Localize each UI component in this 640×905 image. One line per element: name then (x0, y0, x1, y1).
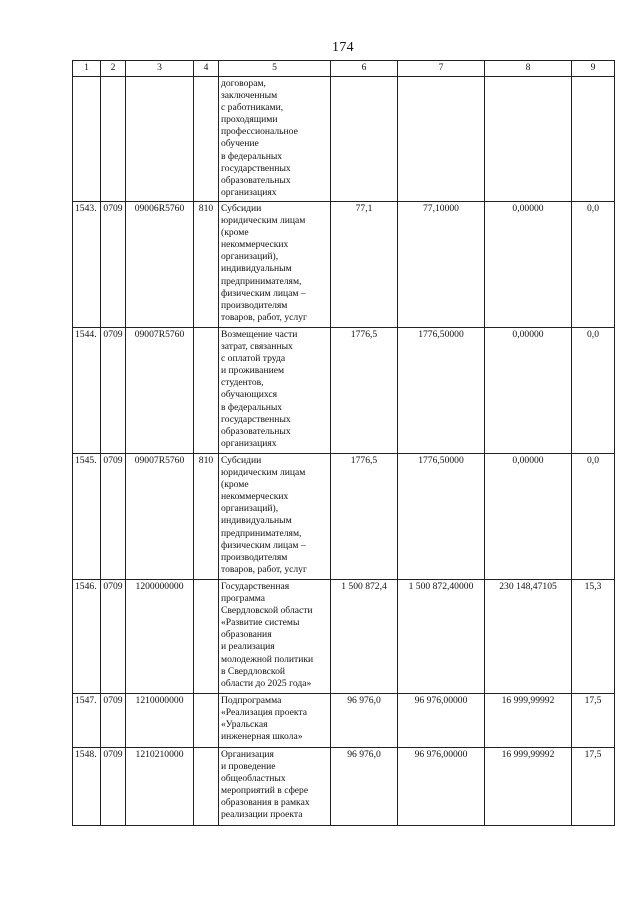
budget-table (72, 60, 615, 826)
target-article-code: 1200000000 (126, 580, 194, 694)
approved-amount: 96 976,00000 (398, 748, 485, 826)
section-code: 0709 (101, 748, 126, 826)
executed-amount: 16 999,99992 (485, 694, 572, 748)
executed-amount: 16 999,99992 (485, 748, 572, 826)
execution-percent: 0,0 (572, 454, 615, 580)
column-header-1: 1 (73, 61, 101, 77)
expense-type-code: 810 (194, 454, 219, 580)
expense-type-code (194, 328, 219, 454)
item-name: Субсидии юридическим лицам (кроме некоммерческих организаций), индивидуальным предпринимателям, физическим лицам – производителям товаров, работ, услуг (219, 454, 331, 580)
approved-amount: 96 976,00000 (398, 694, 485, 748)
section-code: 0709 (101, 202, 126, 328)
header-row (73, 61, 615, 77)
planned-amount: 96 976,0 (331, 694, 398, 748)
item-name: Возмещение части затрат, связанных с оплатой труда и проживанием студентов, обучающихся в федеральных государственных образовательных организациях (219, 328, 331, 454)
target-article-code (126, 77, 194, 202)
approved-amount: 1776,50000 (398, 454, 485, 580)
column-header-7: 7 (398, 61, 485, 77)
planned-amount: 1 500 872,4 (331, 580, 398, 694)
item-name: Организация и проведение общеобластных мероприятий в сфере образования в рамках реализации проекта (219, 748, 331, 826)
executed-amount (485, 77, 572, 202)
executed-amount: 230 148,47105 (485, 580, 572, 694)
column-header-5: 5 (219, 61, 331, 77)
planned-amount: 77,1 (331, 202, 398, 328)
approved-amount: 1 500 872,40000 (398, 580, 485, 694)
approved-amount: 1776,50000 (398, 328, 485, 454)
row-number: 1546. (73, 580, 101, 694)
section-code: 0709 (101, 694, 126, 748)
target-article-code: 1210000000 (126, 694, 194, 748)
expense-type-code (194, 694, 219, 748)
item-name: Субсидии юридическим лицам (кроме некоммерческих организаций), индивидуальным предпринимателям, физическим лицам – производителям товаров, работ, услуг (219, 202, 331, 328)
expense-type-code (194, 580, 219, 694)
table-row-1544 (73, 328, 615, 454)
column-header-2: 2 (101, 61, 126, 77)
expense-type-code (194, 77, 219, 202)
section-code: 0709 (101, 580, 126, 694)
table-row-1547 (73, 694, 615, 748)
row-number: 1548. (73, 748, 101, 826)
column-header-8: 8 (485, 61, 572, 77)
table-row-1545 (73, 454, 615, 580)
item-name: Государственная программа Свердловской области «Развитие системы образования и реализация молодежной политики в Свердловской области до 2025 года» (219, 580, 331, 694)
planned-amount: 96 976,0 (331, 748, 398, 826)
column-header-6: 6 (331, 61, 398, 77)
section-code (101, 77, 126, 202)
target-article-code: 1210210000 (126, 748, 194, 826)
row-number: 1544. (73, 328, 101, 454)
section-code: 0709 (101, 328, 126, 454)
item-name: Подпрограмма «Реализация проекта «Уральская инженерная школа» (219, 694, 331, 748)
planned-amount: 1776,5 (331, 454, 398, 580)
approved-amount: 77,10000 (398, 202, 485, 328)
column-header-4: 4 (194, 61, 219, 77)
item-name: договорам, заключенным с работниками, проходящими профессиональное обучение в федеральных государственных образовательных организациях (219, 77, 331, 202)
execution-percent: 0,0 (572, 328, 615, 454)
table-row-1546 (73, 580, 615, 694)
table-row-1543 (73, 202, 615, 328)
execution-percent: 15,3 (572, 580, 615, 694)
expense-type-code: 810 (194, 202, 219, 328)
row-number (73, 77, 101, 202)
execution-percent: 0,0 (572, 202, 615, 328)
planned-amount (331, 77, 398, 202)
table-row-continuation (73, 77, 615, 202)
table-row-1548 (73, 748, 615, 826)
row-number: 1547. (73, 694, 101, 748)
planned-amount: 1776,5 (331, 328, 398, 454)
executed-amount: 0,00000 (485, 328, 572, 454)
target-article-code: 09007R5760 (126, 454, 194, 580)
expense-type-code (194, 748, 219, 826)
section-code: 0709 (101, 454, 126, 580)
executed-amount: 0,00000 (485, 454, 572, 580)
row-number: 1545. (73, 454, 101, 580)
column-header-3: 3 (126, 61, 194, 77)
column-header-9: 9 (572, 61, 615, 77)
target-article-code: 09007R5760 (126, 328, 194, 454)
execution-percent: 17,5 (572, 694, 615, 748)
page-number: 174 (332, 40, 354, 55)
execution-percent: 17,5 (572, 748, 615, 826)
row-number: 1543. (73, 202, 101, 328)
approved-amount (398, 77, 485, 202)
target-article-code: 09006R5760 (126, 202, 194, 328)
execution-percent (572, 77, 615, 202)
executed-amount: 0,00000 (485, 202, 572, 328)
